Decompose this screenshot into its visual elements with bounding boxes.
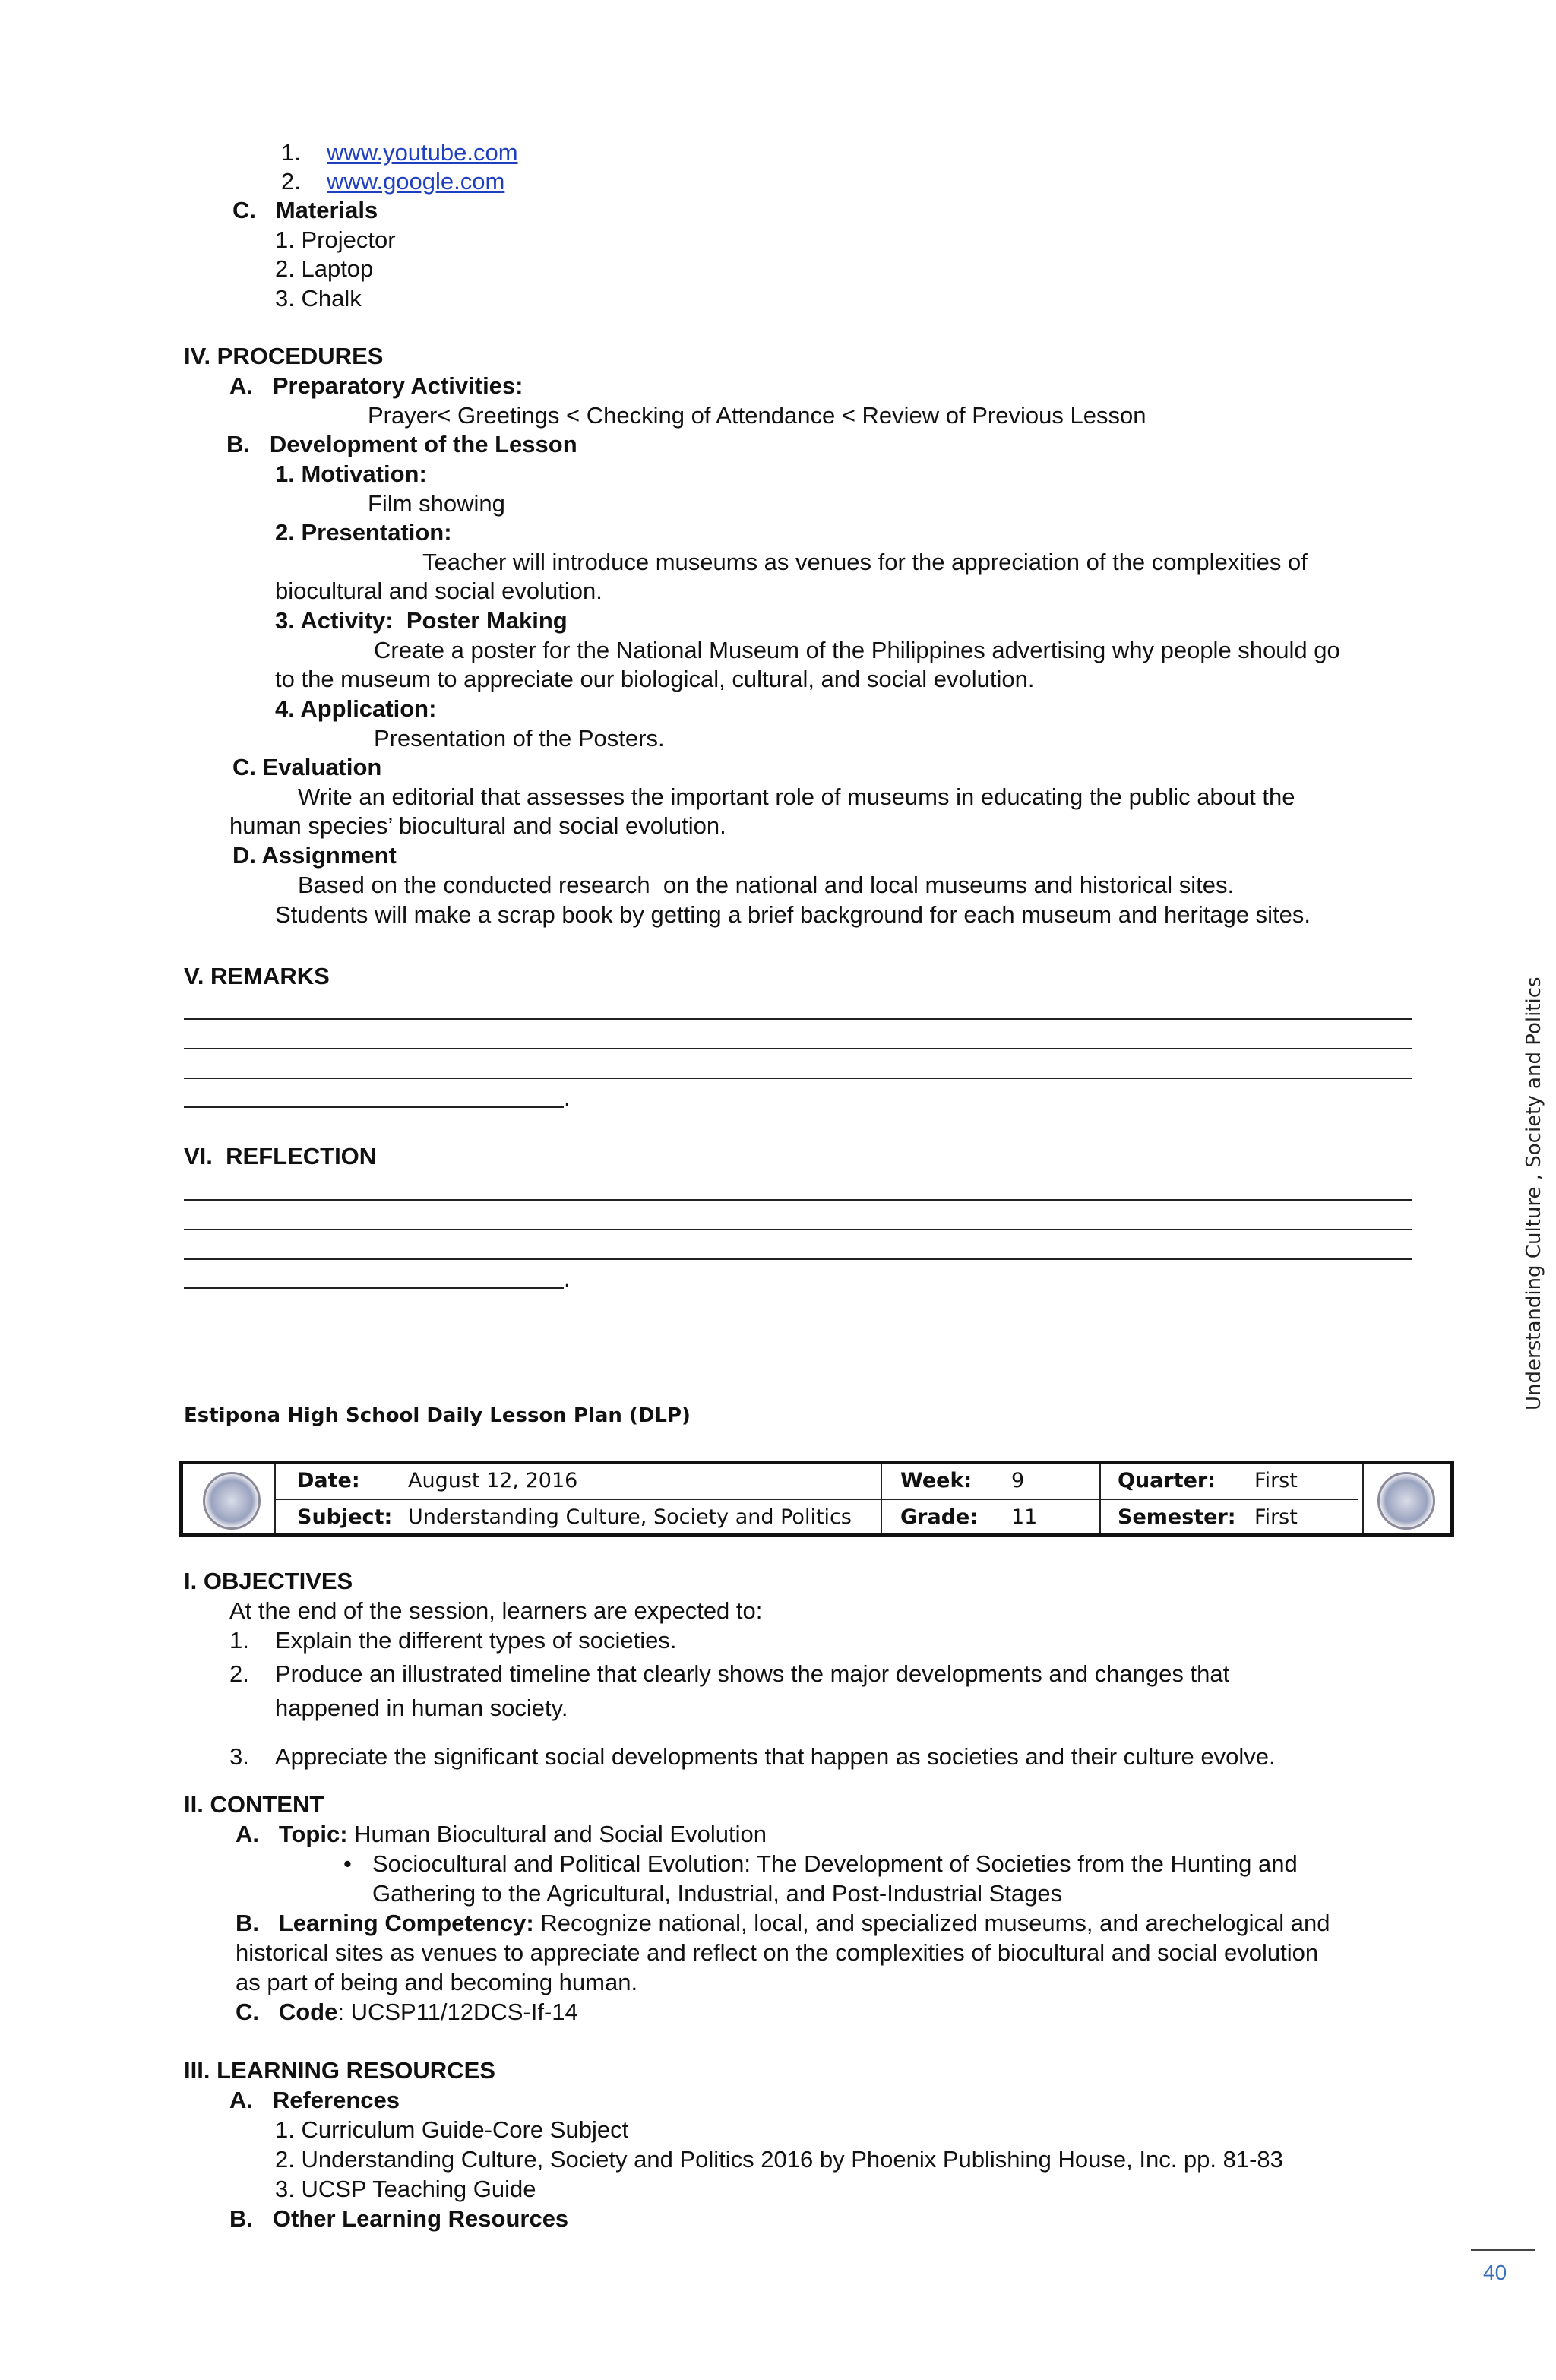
competency-label: B. Learning Competency: [236,1910,534,1936]
other-resources-heading: B. Other Learning Resources [229,2205,569,2232]
code-label: C. Code [236,1999,338,2025]
objective-item: Explain the different types of societies. [275,1627,677,1654]
preparatory-heading: A. Preparatory Activities: [229,372,523,399]
reflection-line [184,1229,1412,1230]
preparatory-text: Prayer< Greetings < Checking of Attendance < Review of Previous Lesson [368,402,1146,429]
reference-item: 3. UCSP Teaching Guide [275,2176,536,2202]
evaluation-text: human species’ biocultural and social evolution. [229,812,726,839]
remarks-end: . [564,1084,571,1111]
bullet-icon: • [343,1850,352,1877]
development-heading: B. Development of the Lesson [226,431,577,457]
objective-item: Appreciate the significant social developments that happen as societies and their culture evolve. [275,1743,1276,1770]
grade-label: Grade: [900,1505,979,1529]
objective-number: 2. [229,1660,249,1687]
presentation-heading: 2. Presentation: [275,519,452,546]
objective-item: happened in human society. [275,1695,568,1721]
objectives-intro: At the end of the session, learners are expected to: [229,1597,763,1624]
reflection-heading: VI. REFLECTION [184,1143,377,1169]
assignment-text: Students will make a scrap book by getting a brief background for each museum and heritage sites. [275,901,1311,928]
reflection-line [184,1199,1412,1201]
school-seal-icon [1377,1472,1435,1530]
reflection-line [184,1258,1412,1260]
materials-heading: C. Materials [232,197,378,223]
ref-number: 1. [281,139,301,166]
reflection-end: . [564,1265,571,1292]
objective-item: Produce an illustrated timeline that clearly shows the major developments and changes that [275,1660,1230,1687]
motivation-heading: 1. Motivation: [275,460,427,487]
quarter-label: Quarter: [1118,1469,1216,1492]
subject-label: Subject: [297,1505,393,1529]
remarks-line [184,1078,1412,1079]
activity-text: Create a poster for the National Museum of the Philippines advertising why people should go [374,637,1340,663]
date-value: August 12, 2016 [408,1469,578,1492]
ref-number: 2. [281,168,301,195]
remarks-line [184,1048,1412,1049]
reference-item: 2. Understanding Culture, Society and Politics 2016 by Phoenix Publishing House, Inc. pp. 81-83 [275,2146,1283,2173]
material-item: 3. Chalk [275,285,362,312]
remarks-heading: V. REMARKS [184,963,330,989]
google-link[interactable]: www.google.com [327,168,505,195]
topic-bullet-text: Sociocultural and Political Evolution: The Development of Societies from the Hunting and [372,1850,1298,1877]
objective-number: 3. [229,1743,249,1770]
assignment-heading: D. Assignment [232,842,397,869]
application-heading: 4. Application: [275,695,437,722]
date-label: Date: [297,1469,360,1492]
material-item: 2. Laptop [275,255,374,282]
week-label: Week: [900,1469,972,1492]
youtube-link[interactable]: www.youtube.com [327,139,518,166]
semester-value: First [1254,1505,1298,1529]
references-heading: A. References [229,2087,400,2113]
procedures-heading: IV. PROCEDURES [184,343,384,369]
semester-label: Semester: [1118,1505,1236,1529]
code-line [236,1998,578,2027]
dlp-header-table [179,1461,1454,1537]
topic-label: A. Topic: [236,1821,348,1847]
motivation-text: Film showing [368,490,505,517]
presentation-text: Teacher will introduce museums as venues for the appreciation of the complexities of [422,549,1308,575]
remarks-line [184,1106,564,1108]
school-title: Estipona High School Daily Lesson Plan (DLP) [184,1404,691,1427]
grade-value: 11 [1011,1505,1038,1529]
competency-text: Recognize national, local, and specialized museums, and arechelogical and [533,1910,1330,1936]
presentation-text: biocultural and social evolution. [275,578,602,604]
competency-line [236,1909,1330,1938]
activity-text: to the museum to appreciate our biological, cultural, and social evolution. [275,666,1035,692]
deped-seal-icon [203,1472,261,1530]
code-text: : UCSP11/12DCS-If-14 [337,1999,578,2025]
evaluation-heading: C. Evaluation [232,754,382,780]
reference-item: 1. Curriculum Guide-Core Subject [275,2116,629,2143]
topic-text: Human Biocultural and Social Evolution [347,1821,767,1847]
reflection-line [184,1287,564,1289]
resources-heading: III. LEARNING RESOURCES [184,2057,495,2084]
quarter-value: First [1254,1469,1298,1492]
subject-value: Understanding Culture, Society and Politics [408,1505,852,1529]
page-number-rule [1471,2249,1535,2251]
topic-line [236,1820,767,1849]
page-number: 40 [1483,2261,1507,2284]
assignment-text: Based on the conducted research on the national and local museums and historical sites. [298,872,1235,898]
objective-number: 1. [229,1627,249,1654]
competency-text: as part of being and becoming human. [236,1969,638,1995]
objectives-heading: I. OBJECTIVES [184,1568,353,1594]
activity-heading: 3. Activity: Poster Making [275,607,568,634]
week-value: 9 [1011,1469,1025,1492]
application-text: Presentation of the Posters. [374,725,665,752]
competency-text: historical sites as venues to appreciate and reflect on the complexities of biocultural and social evolution [236,1939,1319,1966]
topic-bullet-text: Gathering to the Agricultural, Industrial, and Post-Industrial Stages [372,1880,1063,1907]
evaluation-text: Write an editorial that assesses the important role of museums in educating the public about the [298,783,1295,810]
side-subject-text: Understanding Culture , Society and Politics [1523,976,1545,1410]
content-heading: II. CONTENT [184,1791,324,1818]
material-item: 1. Projector [275,226,396,253]
remarks-line [184,1018,1412,1020]
